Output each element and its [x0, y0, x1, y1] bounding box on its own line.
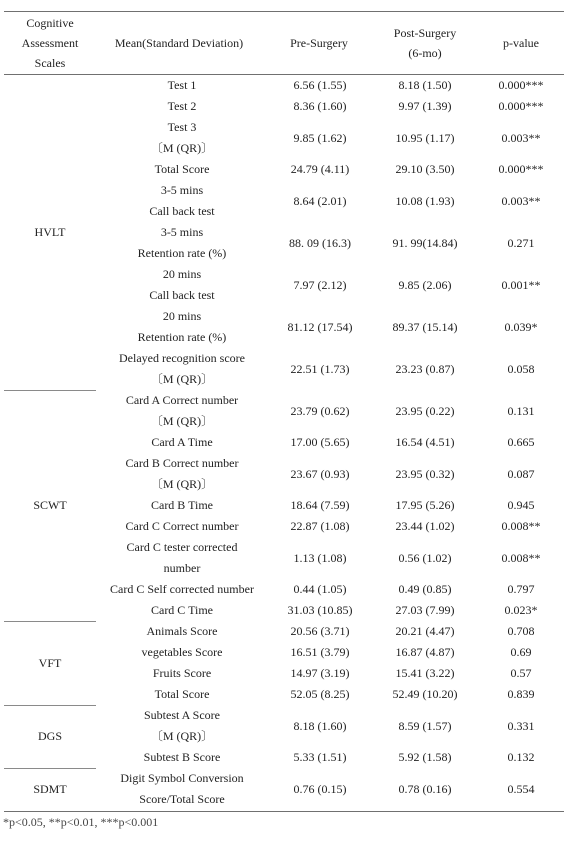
- cell-post: 0.49 (0.85): [398, 582, 452, 596]
- cell-item: Fruits Score: [152, 666, 212, 680]
- cell-item: Card C Correct number: [125, 519, 239, 533]
- group-label: DGS: [37, 729, 62, 743]
- cell-post: 9.85 (2.06): [398, 277, 452, 292]
- cell-p: 0.000***: [498, 78, 544, 92]
- group-label: SCWT: [33, 498, 67, 512]
- table-bottom-rule: [4, 811, 564, 812]
- cell-p: 0.69: [510, 645, 532, 659]
- cell-pre: 22.87 (1.08): [290, 519, 350, 533]
- cell-p: 0.839: [507, 687, 535, 701]
- cell-post: 16.54 (4.51): [395, 435, 455, 449]
- table-top-rule: [4, 11, 564, 12]
- cell-p: 0.023*: [504, 603, 538, 617]
- cell-post: 15.41 (3.22): [395, 666, 455, 680]
- cell-p: 0.331: [507, 718, 535, 733]
- header-mean-sd: Mean(Standard Deviation): [114, 36, 244, 50]
- header-bottom-rule: [4, 74, 564, 75]
- cell-post: 27.03 (7.99): [395, 603, 455, 617]
- cell-item: 20 mins Retention rate (%): [137, 309, 227, 344]
- cell-item: 3-5 mins Retention rate (%): [137, 225, 227, 260]
- cell-pre: 88. 09 (16.3): [289, 235, 351, 250]
- cell-item: Card B Correct number 〔M (QR)〕: [125, 456, 239, 491]
- cell-item: Test 3 〔M (QR)〕: [150, 120, 214, 155]
- cell-item: Subtest A Score 〔M (QR)〕: [143, 708, 220, 743]
- cell-p: 0.271: [507, 235, 535, 250]
- cell-item: Card A Time: [151, 435, 213, 449]
- cell-p: 0.000***: [498, 162, 544, 176]
- cell-item: Subtest B Score: [143, 750, 221, 764]
- cell-item: Card C Self corrected number: [110, 582, 254, 596]
- cell-pre: 5.33 (1.51): [293, 750, 347, 764]
- cell-post: 23.95 (0.22): [395, 403, 455, 418]
- cell-post: 8.59 (1.57): [398, 718, 452, 733]
- header-pre-surgery: Pre-Surgery: [290, 36, 348, 50]
- cell-post: 23.44 (1.02): [395, 519, 455, 533]
- cell-p: 0.003**: [501, 193, 541, 208]
- cell-item: Card B Time: [150, 498, 213, 512]
- cell-pre: 8.36 (1.60): [293, 99, 347, 113]
- group-label: SDMT: [33, 781, 67, 796]
- cell-post: 10.95 (1.17): [395, 130, 455, 145]
- cell-post: 16.87 (4.87): [395, 645, 455, 659]
- cell-p: 0.131: [507, 403, 535, 418]
- cell-item: Animals Score: [146, 624, 218, 638]
- cell-post: 8.18 (1.50): [398, 78, 452, 92]
- header-scales: Cognitive Assessment Scales: [21, 16, 79, 70]
- cell-post: 5.92 (1.58): [398, 750, 452, 764]
- cell-post: 89.37 (15.14): [392, 319, 458, 334]
- cell-pre: 22.51 (1.73): [290, 361, 350, 376]
- cell-pre: 0.76 (0.15): [293, 781, 347, 796]
- group-label: HVLT: [34, 225, 66, 239]
- cell-pre: 81.12 (17.54): [287, 319, 353, 334]
- cell-post: 91. 99(14.84): [392, 235, 458, 250]
- cell-pre: 0.44 (1.05): [293, 582, 347, 596]
- cell-p: 0.945: [507, 498, 535, 512]
- cell-pre: 6.56 (1.55): [293, 78, 347, 92]
- cell-pre: 31.03 (10.85): [287, 603, 353, 617]
- cell-post: 29.10 (3.50): [395, 162, 455, 176]
- cell-p: 0.132: [507, 750, 535, 764]
- cell-pre: 23.79 (0.62): [290, 403, 350, 418]
- cell-post: 52.49 (10.20): [392, 687, 458, 701]
- cell-pre: 7.97 (2.12): [293, 277, 347, 292]
- group-label: VFT: [38, 655, 62, 670]
- cell-post: 23.95 (0.32): [395, 466, 455, 481]
- cell-item: 3-5 mins Call back test: [149, 183, 215, 218]
- cell-pre: 14.97 (3.19): [290, 666, 350, 680]
- group-divider: [4, 390, 96, 391]
- cell-post: 23.23 (0.87): [395, 361, 455, 376]
- cell-item: vegetables Score: [141, 645, 223, 659]
- cell-pre: 17.00 (5.65): [290, 435, 350, 449]
- cell-p: 0.008**: [501, 519, 541, 533]
- cell-item: 20 mins Call back test: [149, 267, 215, 302]
- cell-p: 0.039*: [504, 319, 538, 334]
- cell-pre: 8.18 (1.60): [293, 718, 347, 733]
- cell-post: 20.21 (4.47): [395, 624, 455, 638]
- cell-p: 0.087: [507, 466, 535, 481]
- cell-p: 0.058: [507, 361, 535, 376]
- footnote: *p<0.05, **p<0.01, ***p<0.001: [3, 815, 159, 829]
- cell-pre: 8.64 (2.01): [293, 193, 347, 208]
- cell-p: 0.57: [510, 666, 532, 680]
- cell-p: 0.665: [507, 435, 535, 449]
- cell-pre: 16.51 (3.79): [290, 645, 350, 659]
- cell-post: 10.08 (1.93): [395, 193, 455, 208]
- cell-item: Card A Correct number 〔M (QR)〕: [125, 393, 239, 428]
- cell-p: 0.008**: [501, 550, 541, 565]
- cell-p: 0.000***: [498, 99, 544, 113]
- cell-pre: 9.85 (1.62): [293, 130, 347, 145]
- cell-pre: 1.13 (1.08): [293, 550, 347, 565]
- cell-post: 17.95 (5.26): [395, 498, 455, 512]
- cell-post: 0.56 (1.02): [398, 550, 452, 565]
- cell-pre: 20.56 (3.71): [290, 624, 350, 638]
- cell-pre: 24.79 (4.11): [290, 162, 350, 176]
- cell-item: Test 1: [167, 78, 197, 92]
- cell-p: 0.554: [507, 781, 535, 796]
- cell-item: Digit Symbol Conversion Score/Total Score: [120, 771, 244, 806]
- cell-item: Total Score: [154, 162, 210, 176]
- cell-item: Total Score: [154, 687, 210, 701]
- cell-pre: 18.64 (7.59): [290, 498, 350, 512]
- cell-item: Test 2: [167, 99, 197, 113]
- cell-pre: 52.05 (8.25): [290, 687, 350, 701]
- header-post-surgery: Post-Surgery (6-mo): [393, 26, 457, 60]
- group-divider: [4, 705, 96, 706]
- group-divider: [4, 621, 96, 622]
- cell-item: Delayed recognition score 〔M (QR)〕: [119, 351, 245, 386]
- cell-post: 0.78 (0.16): [398, 781, 452, 796]
- cell-p: 0.003**: [501, 130, 541, 145]
- cell-post: 9.97 (1.39): [398, 99, 452, 113]
- cell-pre: 23.67 (0.93): [290, 466, 350, 481]
- cell-p: 0.708: [507, 624, 535, 638]
- cell-item: Card C tester corrected number: [126, 540, 238, 575]
- header-p-value: p-value: [503, 36, 539, 50]
- cell-p: 0.001**: [501, 277, 541, 292]
- group-divider: [4, 768, 96, 769]
- cell-item: Card C Time: [150, 603, 213, 617]
- cell-p: 0.797: [507, 582, 535, 596]
